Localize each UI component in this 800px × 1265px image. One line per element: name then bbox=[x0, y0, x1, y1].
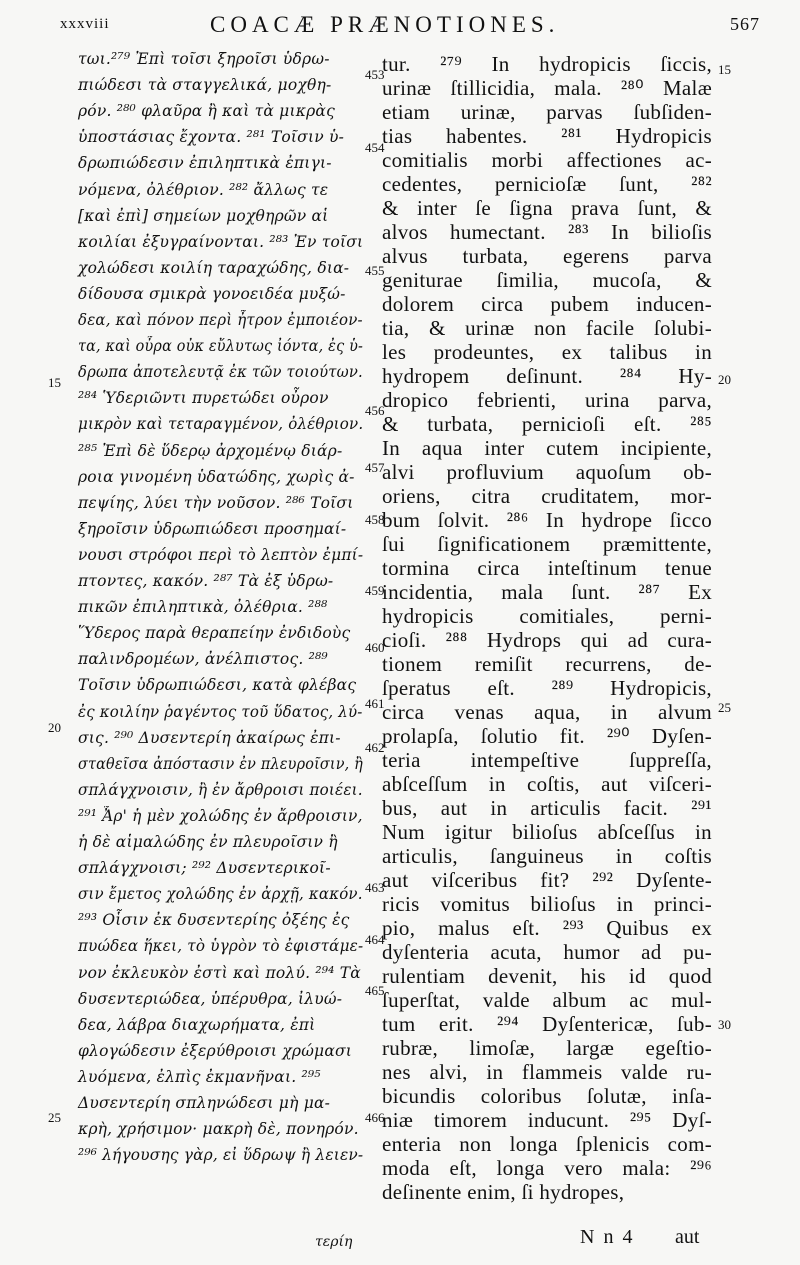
greek-section-number: 459 bbox=[365, 583, 385, 598]
latin-line: ſperatus eſt. ²⁸⁹ Hydropicis, bbox=[382, 676, 712, 700]
latin-line: tur. ²⁷⁹ In hydropicis ſiccis, bbox=[382, 52, 712, 76]
greek-line: πτοντες, κακόν. ²⁸⁷ Τὰ ἐξ ὑδρω- bbox=[78, 572, 334, 590]
greek-section-number: 455 bbox=[365, 263, 385, 278]
greek-line: ²⁹³ Οἷσιν ἐκ δυσεντερίης ὀξέης ἐς bbox=[78, 911, 350, 930]
greek-section-number: 463 bbox=[365, 880, 385, 895]
latin-line: enteria non longa ſplenicis com- bbox=[382, 1132, 712, 1156]
latin-line: tionem remiſit recurrens, de- bbox=[382, 652, 712, 676]
greek-line: ²⁸⁴ Ὑδεριῶντι πυρετώδει οὖρον bbox=[78, 389, 329, 408]
running-header bbox=[60, 12, 770, 42]
greek-line: ρόν. ²⁸⁰ φλαῦρα ἢ καὶ τὰ μικρὰς bbox=[78, 102, 335, 121]
latin-line: rubræ, limoſæ, largæ egeſtio- bbox=[382, 1036, 712, 1060]
latin-line: les prodeuntes, ex talibus in bbox=[382, 340, 712, 364]
latin-line: tias habentes. ²⁸¹ Hydropicis bbox=[382, 124, 712, 148]
greek-line: μικρὸν καὶ τεταραγμένον, ὀλέθριον. bbox=[78, 415, 364, 434]
greek-line: παλινδρομέων, ἀνέλπιστος. ²⁸⁹ bbox=[78, 650, 328, 669]
greek-line: ²⁸⁵ Ἐπὶ δὲ ὕδερῳ ἀρχομένῳ διάρ- bbox=[78, 441, 343, 460]
latin-line: articulis, ſanguineus in coſtis bbox=[382, 844, 712, 868]
greek-line: πικῶν ἐπιληπτικὰ, ὀλέθρια. ²⁸⁸ bbox=[78, 598, 328, 617]
right-margin-line-number: 20 bbox=[718, 372, 731, 387]
greek-line: πεψίης, λύει τὴν νοῦσον. ²⁸⁶ Τοῖσι bbox=[78, 493, 354, 512]
latin-line: tormina circa inteſtinum tenue bbox=[382, 556, 712, 580]
left-margin-line-number: 25 bbox=[48, 1110, 61, 1125]
greek-line: νον ἐκλευκὸν ἐστὶ καὶ πολύ. ²⁹⁴ Τὰ bbox=[78, 963, 361, 982]
greek-section-number: 460 bbox=[365, 640, 385, 655]
greek-line: σπλάγχνοισι; ²⁹² Δυσεντερικοῖ- bbox=[78, 859, 331, 878]
latin-line: prolapſa, ſolutio fit. ²⁹⁰ Dyſen- bbox=[382, 724, 712, 748]
greek-line: ἐς κοιλίην ῥαγέντος τοῦ ὕδατος, λύ- bbox=[78, 702, 363, 721]
latin-line: nes alvi, in flammeis valde ru- bbox=[382, 1060, 712, 1084]
latin-line: In aqua inter cutem incipiente, bbox=[382, 436, 712, 460]
latin-line: ſui ſignificationem præmittente, bbox=[382, 532, 712, 556]
greek-line: σπλάγχνοισιν, ἢ ἐν ἄρθροισι ποιέει. bbox=[78, 780, 363, 799]
latin-line: geniturae ſimilia, mucoſa, & bbox=[382, 268, 712, 292]
right-margin-line-number: 25 bbox=[718, 700, 731, 715]
greek-line: σις. ²⁹⁰ Δυσεντερίη ἀκαίρως ἐπι- bbox=[78, 728, 341, 747]
greek-line: Τοῖσιν ὑδρωπιώδεσι, κατὰ φλέβας bbox=[78, 676, 357, 695]
greek-line: φλογώδεσιν ἐξερύθροισι χρώμασι bbox=[78, 1041, 353, 1060]
latin-line: rulentiam devenit, his id quod bbox=[382, 964, 712, 988]
latin-line: ricis vomitus bilioſus in princi- bbox=[382, 892, 712, 916]
latin-line: abſceſſum in coſtis, aut viſceri- bbox=[382, 772, 712, 796]
greek-section-number: 461 bbox=[365, 696, 385, 711]
greek-line: ²⁹⁶ λήγουσης γὰρ, εἰ ὕδρωψ ἢ λειεν- bbox=[78, 1146, 364, 1165]
latin-line: urinæ ſtillicidia, mala. ²⁸⁰ Malæ bbox=[382, 76, 712, 100]
latin-line: oriens, citra cruditatem, mor- bbox=[382, 484, 712, 508]
left-margin-line-number: 15 bbox=[48, 375, 61, 390]
latin-line: niæ timorem inducunt. ²⁹⁵ Dyſ- bbox=[382, 1108, 712, 1132]
latin-line: deſinente enim, ſi hydropes, bbox=[382, 1180, 625, 1204]
greek-section-number: 462 bbox=[365, 740, 385, 755]
greek-line: δρωπα ἀποτελευτᾷ ἐκ τῶν τοιούτων. bbox=[78, 363, 363, 382]
latin-line: & inter ſe ſigna prava ſunt, & bbox=[382, 196, 712, 220]
latin-line: cioſi. ²⁸⁸ Hydrops qui ad cura- bbox=[382, 628, 712, 652]
greek-line: σιν ἔμετος χολώδης ἐν ἀρχῇ, κακόν. bbox=[78, 885, 363, 904]
greek-section-number: 458 bbox=[365, 512, 385, 527]
greek-line: ἡ δὲ αἱμαλώδης ἐν πλευροῖσιν ἢ bbox=[78, 833, 338, 851]
latin-line: dropico febrienti, urina parva, bbox=[382, 388, 712, 412]
greek-line: ξηροῖσιν ὑδρωπιώδεσι προσημαί- bbox=[78, 519, 347, 538]
greek-line: τα, καὶ οὖρα οὐκ εὔλυτως ἰόντα, ἐς ὑ- bbox=[78, 337, 364, 356]
latin-line: hydropicis comitiales, perni- bbox=[382, 604, 712, 628]
latin-line: Num igitur bilioſus abſceſſus in bbox=[382, 820, 712, 844]
right-margin-line-number: 15 bbox=[718, 62, 731, 77]
latin-line: comitialis morbi affectiones ac- bbox=[382, 148, 712, 172]
greek-line: Δυσεντερίη σπληνώδεσι μὴ μα- bbox=[78, 1094, 331, 1112]
latin-line: dolorem circa pubem inducen- bbox=[382, 292, 712, 316]
greek-line: τωι.²⁷⁹ Ἐπὶ τοῖσι ξηροῖσι ὑδρω- bbox=[78, 50, 330, 68]
latin-line: bum ſolvit. ²⁸⁶ In hydrope ſicco bbox=[382, 508, 712, 532]
greek-line: πυώδεα ἥκει, τὸ ὑγρὸν τὸ ἐφιστάμε- bbox=[78, 937, 364, 956]
latin-line: tum erit. ²⁹⁴ Dyſentericæ, ſub- bbox=[382, 1012, 712, 1036]
greek-line: δρωπιώδεσιν ἐπιληπτικὰ ἐπιγι- bbox=[78, 154, 332, 173]
greek-line: ὑποστάσιας ἔχοντα. ²⁸¹ Τοῖσιν ὑ- bbox=[78, 128, 345, 147]
latin-line: bicundis coloribus ſolutæ, inſa- bbox=[382, 1084, 712, 1108]
latin-line: incidentia, mala ſunt. ²⁸⁷ Ex bbox=[382, 580, 712, 604]
greek-section-number: 454 bbox=[365, 140, 385, 155]
greek-line: δεα, καὶ πόνον περὶ ἦτρον ἐμποιέον- bbox=[78, 311, 363, 329]
header-signature: xxxviii bbox=[60, 16, 110, 32]
latin-line: ſuperſtat, valde album ac mul- bbox=[382, 988, 712, 1012]
latin-line: tia, & urinæ non facile ſolubi- bbox=[382, 316, 712, 340]
latin-line: bus, aut in articulis facit. ²⁹¹ bbox=[382, 796, 712, 820]
latin-line: alvi profluvium aquoſum ob- bbox=[382, 460, 712, 484]
greek-line: Ὕδερος παρὰ θεραπείην ἐνδιδοὺς bbox=[78, 624, 351, 643]
latin-line: alvos humectant. ²⁸³ In bilioſis bbox=[382, 220, 712, 244]
greek-line: νουσι στρόφοι περὶ τὸ λεπτὸν ἐμπί- bbox=[78, 545, 364, 564]
greek-section-number: 457 bbox=[365, 460, 385, 475]
running-title: COACÆ PRÆNOTIONES. bbox=[210, 12, 560, 37]
latin-line: cedentes, pernicioſæ ſunt, ²⁸² bbox=[382, 172, 712, 196]
latin-line: circa venas aqua, in alvum bbox=[382, 700, 712, 724]
greek-line: κοιλίαι ἐξυγραίνονται. ²⁸³ Ἐν τοῖσι bbox=[78, 232, 364, 251]
footer-catchword: aut bbox=[675, 1226, 700, 1248]
greek-catchword: τερίη bbox=[315, 1234, 353, 1250]
latin-line: dyſenteria acuta, humor ad pu- bbox=[382, 940, 712, 964]
greek-section-number: 466 bbox=[365, 1110, 385, 1125]
page-number: 567 bbox=[730, 14, 760, 34]
latin-line: alvus turbata, egerens parva bbox=[382, 244, 712, 268]
greek-line: δυσεντεριώδεα, ὑπέρυθρα, ἰλυώ- bbox=[78, 989, 343, 1008]
greek-section-number: 464 bbox=[365, 932, 385, 947]
latin-line: & turbata, pernicioſi eſt. ²⁸⁵ bbox=[382, 412, 712, 436]
left-margin-line-number: 20 bbox=[48, 720, 61, 735]
latin-line: aut viſceribus fit? ²⁹² Dyſente- bbox=[382, 868, 712, 892]
greek-line: λυόμενα, ἐλπὶς ἐκμανῆναι. ²⁹⁵ bbox=[78, 1067, 321, 1086]
latin-line: pio, malus eſt. ²⁹³ Quibus ex bbox=[382, 916, 712, 940]
greek-line: [καὶ ἐπὶ] σημείων μοχθηρῶν αἱ bbox=[78, 206, 329, 225]
greek-section-number: 465 bbox=[365, 983, 385, 998]
greek-line: ²⁹¹ Ἆρ' ἡ μὲν χολώδης ἐν ἄρθροισιν, bbox=[78, 806, 363, 825]
greek-line: πιώδεσι τὰ σταγγελικά, μοχθη- bbox=[78, 76, 332, 95]
greek-line: δίδουσα σμικρὰ γονοειδέα μυξώ- bbox=[78, 284, 346, 303]
latin-line: teria intempeſtive ſuppreſſa, bbox=[382, 748, 712, 772]
greek-line: χολώδεσι κοιλίη ταραχώδης, δια- bbox=[78, 258, 350, 277]
right-margin-line-number: 30 bbox=[718, 1017, 731, 1032]
footer-signature: N n 4 bbox=[580, 1226, 635, 1248]
latin-line: hydropem deſinunt. ²⁸⁴ Hy- bbox=[382, 364, 712, 388]
greek-line: νόμενα, ὀλέθριον. ²⁸² ἄλλως τε bbox=[78, 180, 329, 199]
greek-line: κρὴ, χρήσιμον· μακρὴ δὲ, πονηρόν. bbox=[78, 1120, 359, 1139]
greek-line: σταθεῖσα ἀπόστασιν ἐν πλευροῖσιν, ἢ bbox=[78, 754, 363, 773]
latin-line: etiam urinæ, parvas ſubſiden- bbox=[382, 100, 712, 124]
greek-line: δεα, λάβρα διαχωρήματα, ἐπὶ bbox=[78, 1015, 316, 1034]
greek-line: ροια γινομένη ὑδατώδης, χωρὶς ἀ- bbox=[78, 467, 355, 486]
greek-section-number: 453 bbox=[365, 67, 385, 82]
latin-line: moda eſt, longa vero mala: ²⁹⁶ bbox=[382, 1156, 712, 1180]
greek-section-number: 456 bbox=[365, 403, 385, 418]
